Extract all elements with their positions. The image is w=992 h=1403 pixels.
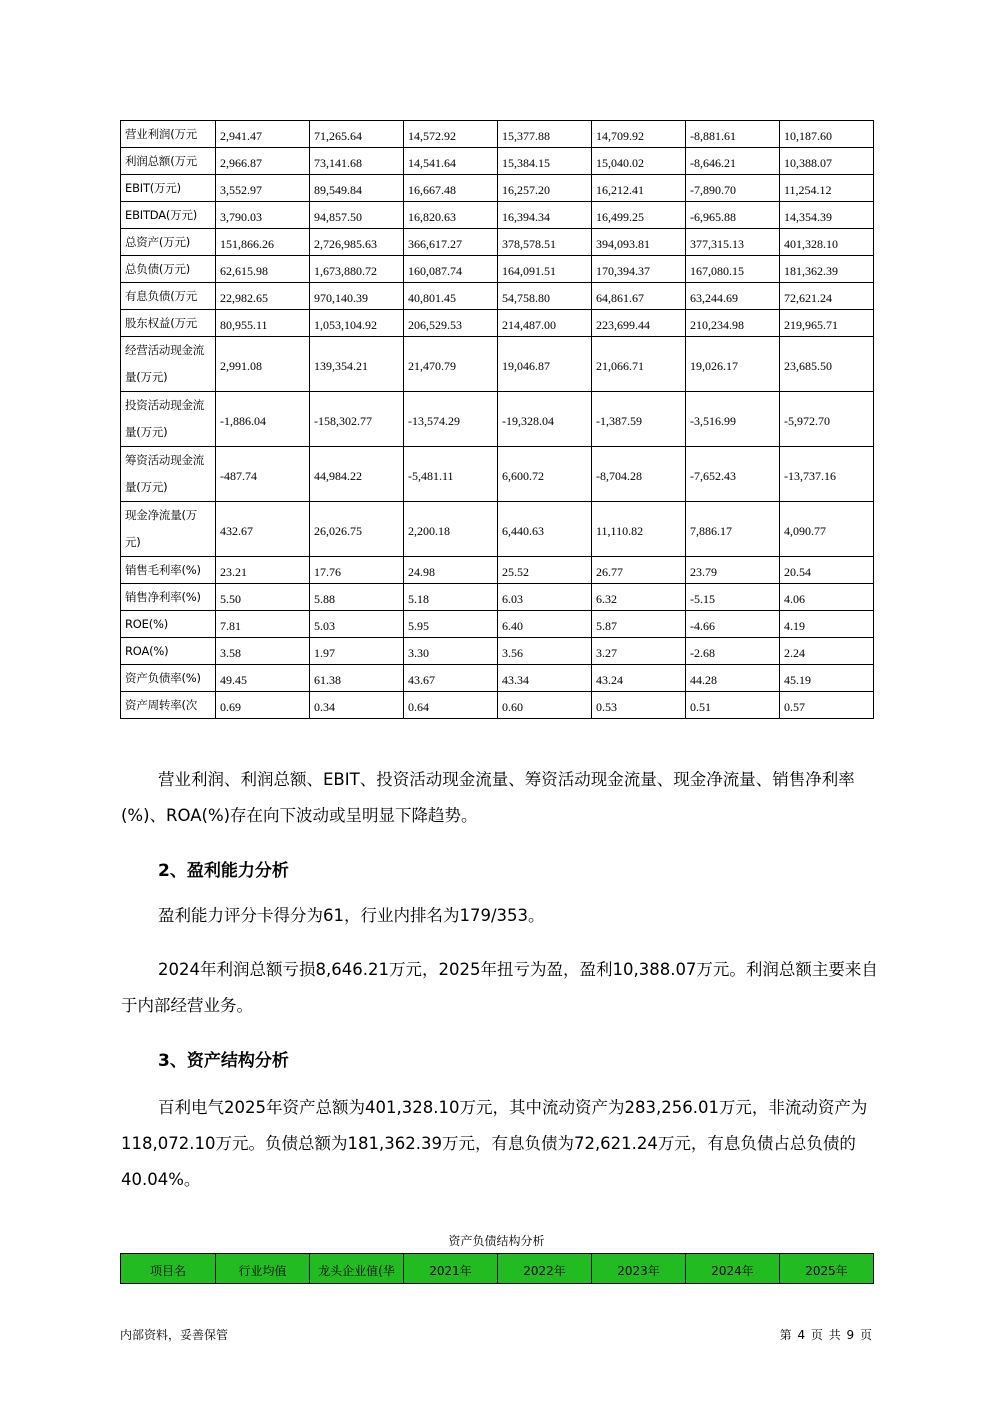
table-cell: 0.60 (498, 692, 592, 719)
table-cell: 139,354.21 (310, 337, 404, 392)
table-row (121, 638, 874, 665)
table-cell: 970,140.39 (310, 283, 404, 310)
table-cell: 61.38 (310, 665, 404, 692)
balance-sheet-structure-table (120, 1253, 874, 1284)
table-row (121, 337, 874, 392)
table-cell: 2,726,985.63 (310, 229, 404, 256)
table-cell: 7.81 (216, 611, 310, 638)
table-cell: 3.30 (404, 638, 498, 665)
row-label: ROE(%) (121, 611, 216, 638)
table-cell: 22,982.65 (216, 283, 310, 310)
table-cell: 2.24 (780, 638, 874, 665)
table-row (121, 283, 874, 310)
table-cell: -7,890.70 (686, 175, 780, 202)
table-cell: 5.18 (404, 584, 498, 611)
row-label: 总资产(万元) (121, 229, 216, 256)
row-label: 投资活动现金流量(万元) (121, 392, 216, 447)
table-row (121, 502, 874, 557)
table-cell: 6,440.63 (498, 502, 592, 557)
table-cell: 3.58 (216, 638, 310, 665)
table-cell: 11,254.12 (780, 175, 874, 202)
table-cell: 6,600.72 (498, 447, 592, 502)
table-cell: 164,091.51 (498, 256, 592, 283)
table-cell: 432.67 (216, 502, 310, 557)
table-cell: 19,046.87 (498, 337, 592, 392)
table-cell: 62,615.98 (216, 256, 310, 283)
row-label: 现金净流量(万元) (121, 502, 216, 557)
section-heading-profitability: 2、盈利能力分析 (158, 861, 289, 881)
footer-confidential-note: 内部资料，妥善保管 (120, 1328, 229, 1342)
table-cell: 15,377.88 (498, 121, 592, 148)
table-cell: -1,387.59 (592, 392, 686, 447)
table-cell: 40,801.45 (404, 283, 498, 310)
table-cell: -3,516.99 (686, 392, 780, 447)
table-cell: -8,881.61 (686, 121, 780, 148)
column-header: 行业均值 (216, 1254, 310, 1284)
column-header: 2024年 (686, 1254, 780, 1284)
table-cell: -2.68 (686, 638, 780, 665)
table-cell: 378,578.51 (498, 229, 592, 256)
row-label: 有息负债(万元 (121, 283, 216, 310)
table-cell: 5.87 (592, 611, 686, 638)
table-cell: 170,394.37 (592, 256, 686, 283)
table-cell: 16,212.41 (592, 175, 686, 202)
trend-paragraph: 营业利润、利润总额、EBIT、投资活动现金流量、筹资活动现金流量、现金净流量、销售净利率(%)、ROA(%)存在向下波动或呈明显下降趋势。 (121, 770, 855, 825)
table-cell: 73,141.68 (310, 148, 404, 175)
table-cell: -19,328.04 (498, 392, 592, 447)
table-cell: 6.40 (498, 611, 592, 638)
row-label: EBIT(万元) (121, 175, 216, 202)
table-cell: 3.27 (592, 638, 686, 665)
table-cell: 16,394.34 (498, 202, 592, 229)
table-cell: 54,758.80 (498, 283, 592, 310)
table-cell: 5.95 (404, 611, 498, 638)
table-cell: 2,941.47 (216, 121, 310, 148)
table-cell: -158,302.77 (310, 392, 404, 447)
table-row (121, 229, 874, 256)
table-cell: 7,886.17 (686, 502, 780, 557)
table-cell: 14,709.92 (592, 121, 686, 148)
profit-total-paragraph: 2024年利润总额亏损8,646.21万元，2025年扭亏为盈，盈利10,388.07万元。利润总额主要来自于内部经营业务。 (121, 960, 878, 1015)
table-row (121, 692, 874, 719)
table-row (121, 256, 874, 283)
table-cell: 206,529.53 (404, 310, 498, 337)
table-cell: 16,257.20 (498, 175, 592, 202)
table-cell: 223,699.44 (592, 310, 686, 337)
table-cell: 214,487.00 (498, 310, 592, 337)
table-cell: -4.66 (686, 611, 780, 638)
asset-structure-paragraph: 百利电气2025年资产总额为401,328.10万元，其中流动资产为283,256.01万元，非流动资产为118,072.10万元。负债总额为181,362.39万元，有息负债为72,621.24万元，有息负债占总负债的40.04%。 (121, 1098, 868, 1189)
table-cell: 151,866.26 (216, 229, 310, 256)
table-cell: -7,652.43 (686, 447, 780, 502)
column-header: 2022年 (498, 1254, 592, 1284)
table-cell: -13,737.16 (780, 447, 874, 502)
table-cell: 3,552.97 (216, 175, 310, 202)
financial-indicator-table (120, 120, 874, 719)
row-label: 总负债(万元) (121, 256, 216, 283)
table-cell: 20.54 (780, 557, 874, 584)
table-cell: 1,053,104.92 (310, 310, 404, 337)
table-cell: 5.50 (216, 584, 310, 611)
balance-sheet-table-title: 资产负债结构分析 (448, 1234, 545, 1248)
table-cell: 1,673,880.72 (310, 256, 404, 283)
table-cell: -487.74 (216, 447, 310, 502)
table-cell: 5.88 (310, 584, 404, 611)
table-cell: 24.98 (404, 557, 498, 584)
table-row (121, 584, 874, 611)
table-cell: 94,857.50 (310, 202, 404, 229)
table-cell: 43.67 (404, 665, 498, 692)
column-header: 龙头企业值(华 (310, 1254, 404, 1284)
table-cell: 377,315.13 (686, 229, 780, 256)
table-cell: 160,087.74 (404, 256, 498, 283)
table-cell: 64,861.67 (592, 283, 686, 310)
table-cell: 394,093.81 (592, 229, 686, 256)
table-cell: 4,090.77 (780, 502, 874, 557)
table-cell: 72,621.24 (780, 283, 874, 310)
table-cell: 181,362.39 (780, 256, 874, 283)
table-cell: 0.34 (310, 692, 404, 719)
table-cell: 26,026.75 (310, 502, 404, 557)
table-cell: -5.15 (686, 584, 780, 611)
table-cell: 43.34 (498, 665, 592, 692)
table-cell: -8,704.28 (592, 447, 686, 502)
table-cell: 6.03 (498, 584, 592, 611)
table-cell: 80,955.11 (216, 310, 310, 337)
table-cell: 6.32 (592, 584, 686, 611)
table-cell: 16,499.25 (592, 202, 686, 229)
table-cell: 3.56 (498, 638, 592, 665)
column-header: 2021年 (404, 1254, 498, 1284)
table-cell: 0.51 (686, 692, 780, 719)
table-cell: 3,790.03 (216, 202, 310, 229)
table-cell: 23.79 (686, 557, 780, 584)
column-header: 2023年 (592, 1254, 686, 1284)
balance-sheet-header-row (121, 1254, 874, 1284)
table-row (121, 447, 874, 502)
table-row (121, 310, 874, 337)
table-cell: 71,265.64 (310, 121, 404, 148)
table-cell: 366,617.27 (404, 229, 498, 256)
table-row (121, 665, 874, 692)
table-cell: 15,384.15 (498, 148, 592, 175)
row-label: 经营活动现金流量(万元) (121, 337, 216, 392)
column-header: 项目名 (121, 1254, 216, 1284)
row-label: 筹资活动现金流量(万元) (121, 447, 216, 502)
table-cell: -5,481.11 (404, 447, 498, 502)
table-cell: 16,820.63 (404, 202, 498, 229)
table-cell: 26.77 (592, 557, 686, 584)
row-label: EBITDA(万元) (121, 202, 216, 229)
table-cell: 63,244.69 (686, 283, 780, 310)
table-cell: -6,965.88 (686, 202, 780, 229)
table-cell: 43.24 (592, 665, 686, 692)
profitability-score-paragraph: 盈利能力评分卡得分为61，行业内排名为179/353。 (158, 906, 545, 925)
table-row (121, 148, 874, 175)
table-cell: 23,685.50 (780, 337, 874, 392)
row-label: ROA(%) (121, 638, 216, 665)
table-cell: 210,234.98 (686, 310, 780, 337)
row-label: 资产负债率(%) (121, 665, 216, 692)
table-cell: 2,200.18 (404, 502, 498, 557)
row-label: 资产周转率(次 (121, 692, 216, 719)
table-cell: 44.28 (686, 665, 780, 692)
row-label: 销售毛利率(%) (121, 557, 216, 584)
table-cell: 1.97 (310, 638, 404, 665)
table-row (121, 121, 874, 148)
table-cell: 45.19 (780, 665, 874, 692)
table-row (121, 202, 874, 229)
section-heading-asset-structure: 3、资产结构分析 (158, 1051, 289, 1071)
financial-table-body (121, 121, 874, 719)
table-cell: 401,328.10 (780, 229, 874, 256)
table-cell: 49.45 (216, 665, 310, 692)
table-cell: 14,541.64 (404, 148, 498, 175)
table-cell: -1,886.04 (216, 392, 310, 447)
table-cell: 17.76 (310, 557, 404, 584)
table-cell: 14,354.39 (780, 202, 874, 229)
row-label: 股东权益(万元 (121, 310, 216, 337)
table-row (121, 611, 874, 638)
table-cell: 21,066.71 (592, 337, 686, 392)
table-row (121, 175, 874, 202)
table-cell: 5.03 (310, 611, 404, 638)
footer-page-number: 第 4 页 共 9 页 (779, 1328, 872, 1342)
table-cell: 4.19 (780, 611, 874, 638)
table-cell: 21,470.79 (404, 337, 498, 392)
table-cell: 16,667.48 (404, 175, 498, 202)
table-cell: 0.64 (404, 692, 498, 719)
table-cell: 0.69 (216, 692, 310, 719)
table-row (121, 557, 874, 584)
table-cell: 2,991.08 (216, 337, 310, 392)
row-label: 利润总额(万元 (121, 148, 216, 175)
table-cell: 0.57 (780, 692, 874, 719)
table-cell: 15,040.02 (592, 148, 686, 175)
row-label: 销售净利率(%) (121, 584, 216, 611)
table-cell: 23.21 (216, 557, 310, 584)
table-cell: 167,080.15 (686, 256, 780, 283)
table-cell: -5,972.70 (780, 392, 874, 447)
table-cell: 10,187.60 (780, 121, 874, 148)
table-cell: 2,966.87 (216, 148, 310, 175)
table-cell: 10,388.07 (780, 148, 874, 175)
table-cell: 14,572.92 (404, 121, 498, 148)
table-cell: 19,026.17 (686, 337, 780, 392)
table-cell: -13,574.29 (404, 392, 498, 447)
table-cell: 89,549.84 (310, 175, 404, 202)
table-cell: 0.53 (592, 692, 686, 719)
table-cell: 25.52 (498, 557, 592, 584)
table-cell: -8,646.21 (686, 148, 780, 175)
table-cell: 44,984.22 (310, 447, 404, 502)
table-cell: 11,110.82 (592, 502, 686, 557)
table-row (121, 392, 874, 447)
row-label: 营业利润(万元 (121, 121, 216, 148)
table-cell: 4.06 (780, 584, 874, 611)
column-header: 2025年 (780, 1254, 874, 1284)
table-cell: 219,965.71 (780, 310, 874, 337)
